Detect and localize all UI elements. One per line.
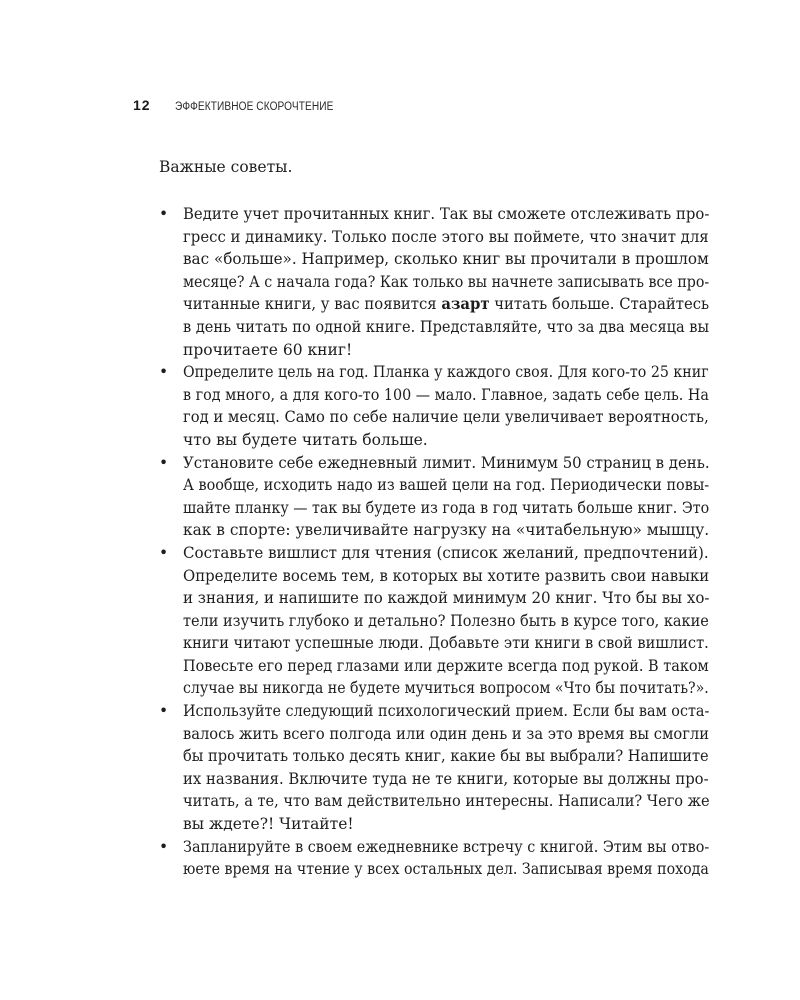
- list-item: [159, 452, 709, 542]
- page-number: 12: [133, 97, 151, 113]
- text-line: тели изучить глубоко и детально? Полезно быть в курсе того, какие: [183, 611, 709, 630]
- text-line: Установите себе ежедневный лимит. Минимум 50 страниц в день.: [183, 453, 710, 472]
- running-head: [133, 97, 355, 115]
- list-item: [159, 203, 709, 361]
- emphasis-word: азарт: [441, 294, 490, 314]
- text-line: Повесьте его перед глазами или держите всегда под рукой. В таком: [183, 656, 709, 675]
- text-line: прочитаете 60 книг!: [183, 340, 353, 359]
- bullet-marker: •: [159, 363, 169, 382]
- text-line: что вы будете читать больше.: [183, 430, 428, 449]
- text-line: год и месяц. Само по себе наличие цели увеличивает вероятность,: [183, 408, 709, 427]
- text-line: юете время на чтение у всех остальных дел. Записывая время похода: [183, 860, 709, 879]
- text-line: Определите цель на год. Планка у каждого своя. Для кого-то 25 книг: [183, 363, 709, 382]
- bullet-marker: •: [159, 453, 169, 472]
- text-line: в год много, а для кого-то 100 — мало. Главное, задать себе цель. На: [183, 385, 709, 404]
- text-line: шайте планку — так вы будете из года в год читать больше книг. Это: [183, 498, 710, 517]
- tips-list: [159, 203, 709, 881]
- text-line: вас «больше». Например, сколько книг вы прочитали в прошлом: [183, 250, 709, 269]
- bullet-marker: •: [159, 702, 169, 721]
- text-line: читанные книги, у вас появится азарт читать больше. Старайтесь: [183, 294, 710, 314]
- text-line: читать, а те, что вам действительно интересны. Написали? Чего же: [183, 792, 710, 811]
- book-title: ЭФФЕКТИВНОЕ СКОРОЧТЕНИЕ: [175, 101, 334, 113]
- text-line: как в спорте: увеличивайте нагрузку на «читабельную» мышцу.: [183, 521, 710, 540]
- text-line: валось жить всего полгода или один день и за это время вы смогли: [183, 724, 709, 743]
- text-line: вы ждете?! Читайте!: [183, 815, 354, 834]
- list-item: [159, 542, 709, 700]
- text-line: в день читать по одной книге. Представляйте, что за два месяца вы: [183, 317, 710, 336]
- text-line: А вообще, исходить надо из вашей цели на год. Периодически повы-: [183, 476, 710, 495]
- list-item: [159, 700, 709, 836]
- text-line: Ведите учет прочитанных книг. Так вы сможете отслеживать про-: [183, 205, 710, 223]
- list-item: [159, 836, 709, 881]
- list-item: [159, 361, 709, 451]
- text-line: и знания, и напишите по каждой минимум 20 книг. Что бы вы хо-: [183, 589, 710, 608]
- text-line: бы прочитать только десять книг, какие бы вы выбрали? Напишите: [183, 747, 709, 766]
- text-line: гресс и динамику. Только после этого вы поймете, что значит для: [183, 227, 709, 246]
- text-line: Используйте следующий психологический прием. Если бы вам оста-: [183, 702, 710, 721]
- bullet-marker: •: [159, 205, 169, 223]
- text-line: Запланируйте в своем ежедневнике встречу с книгой. Этим вы отво-: [183, 837, 710, 856]
- bullet-marker: •: [159, 837, 169, 856]
- text-line: книги читают успешные люди. Добавьте эти книги в свой вишлист.: [183, 634, 709, 653]
- text-line: Составьте вишлист для чтения (список желаний, предпочтений).: [183, 543, 709, 562]
- bullet-marker: •: [159, 543, 169, 562]
- text-line: Определите восемь тем, в которых вы хотите развить свои навыки: [183, 566, 710, 585]
- text-line: их названия. Включите туда не те книги, которые вы должны про-: [183, 769, 709, 788]
- text-line: случае вы никогда не будете мучиться вопросом «Что бы почитать?».: [183, 679, 709, 698]
- intro-heading: Важные советы.: [159, 158, 293, 176]
- text-line: месяце? А с начала года? Как только вы начнете записывать все про-: [183, 272, 710, 291]
